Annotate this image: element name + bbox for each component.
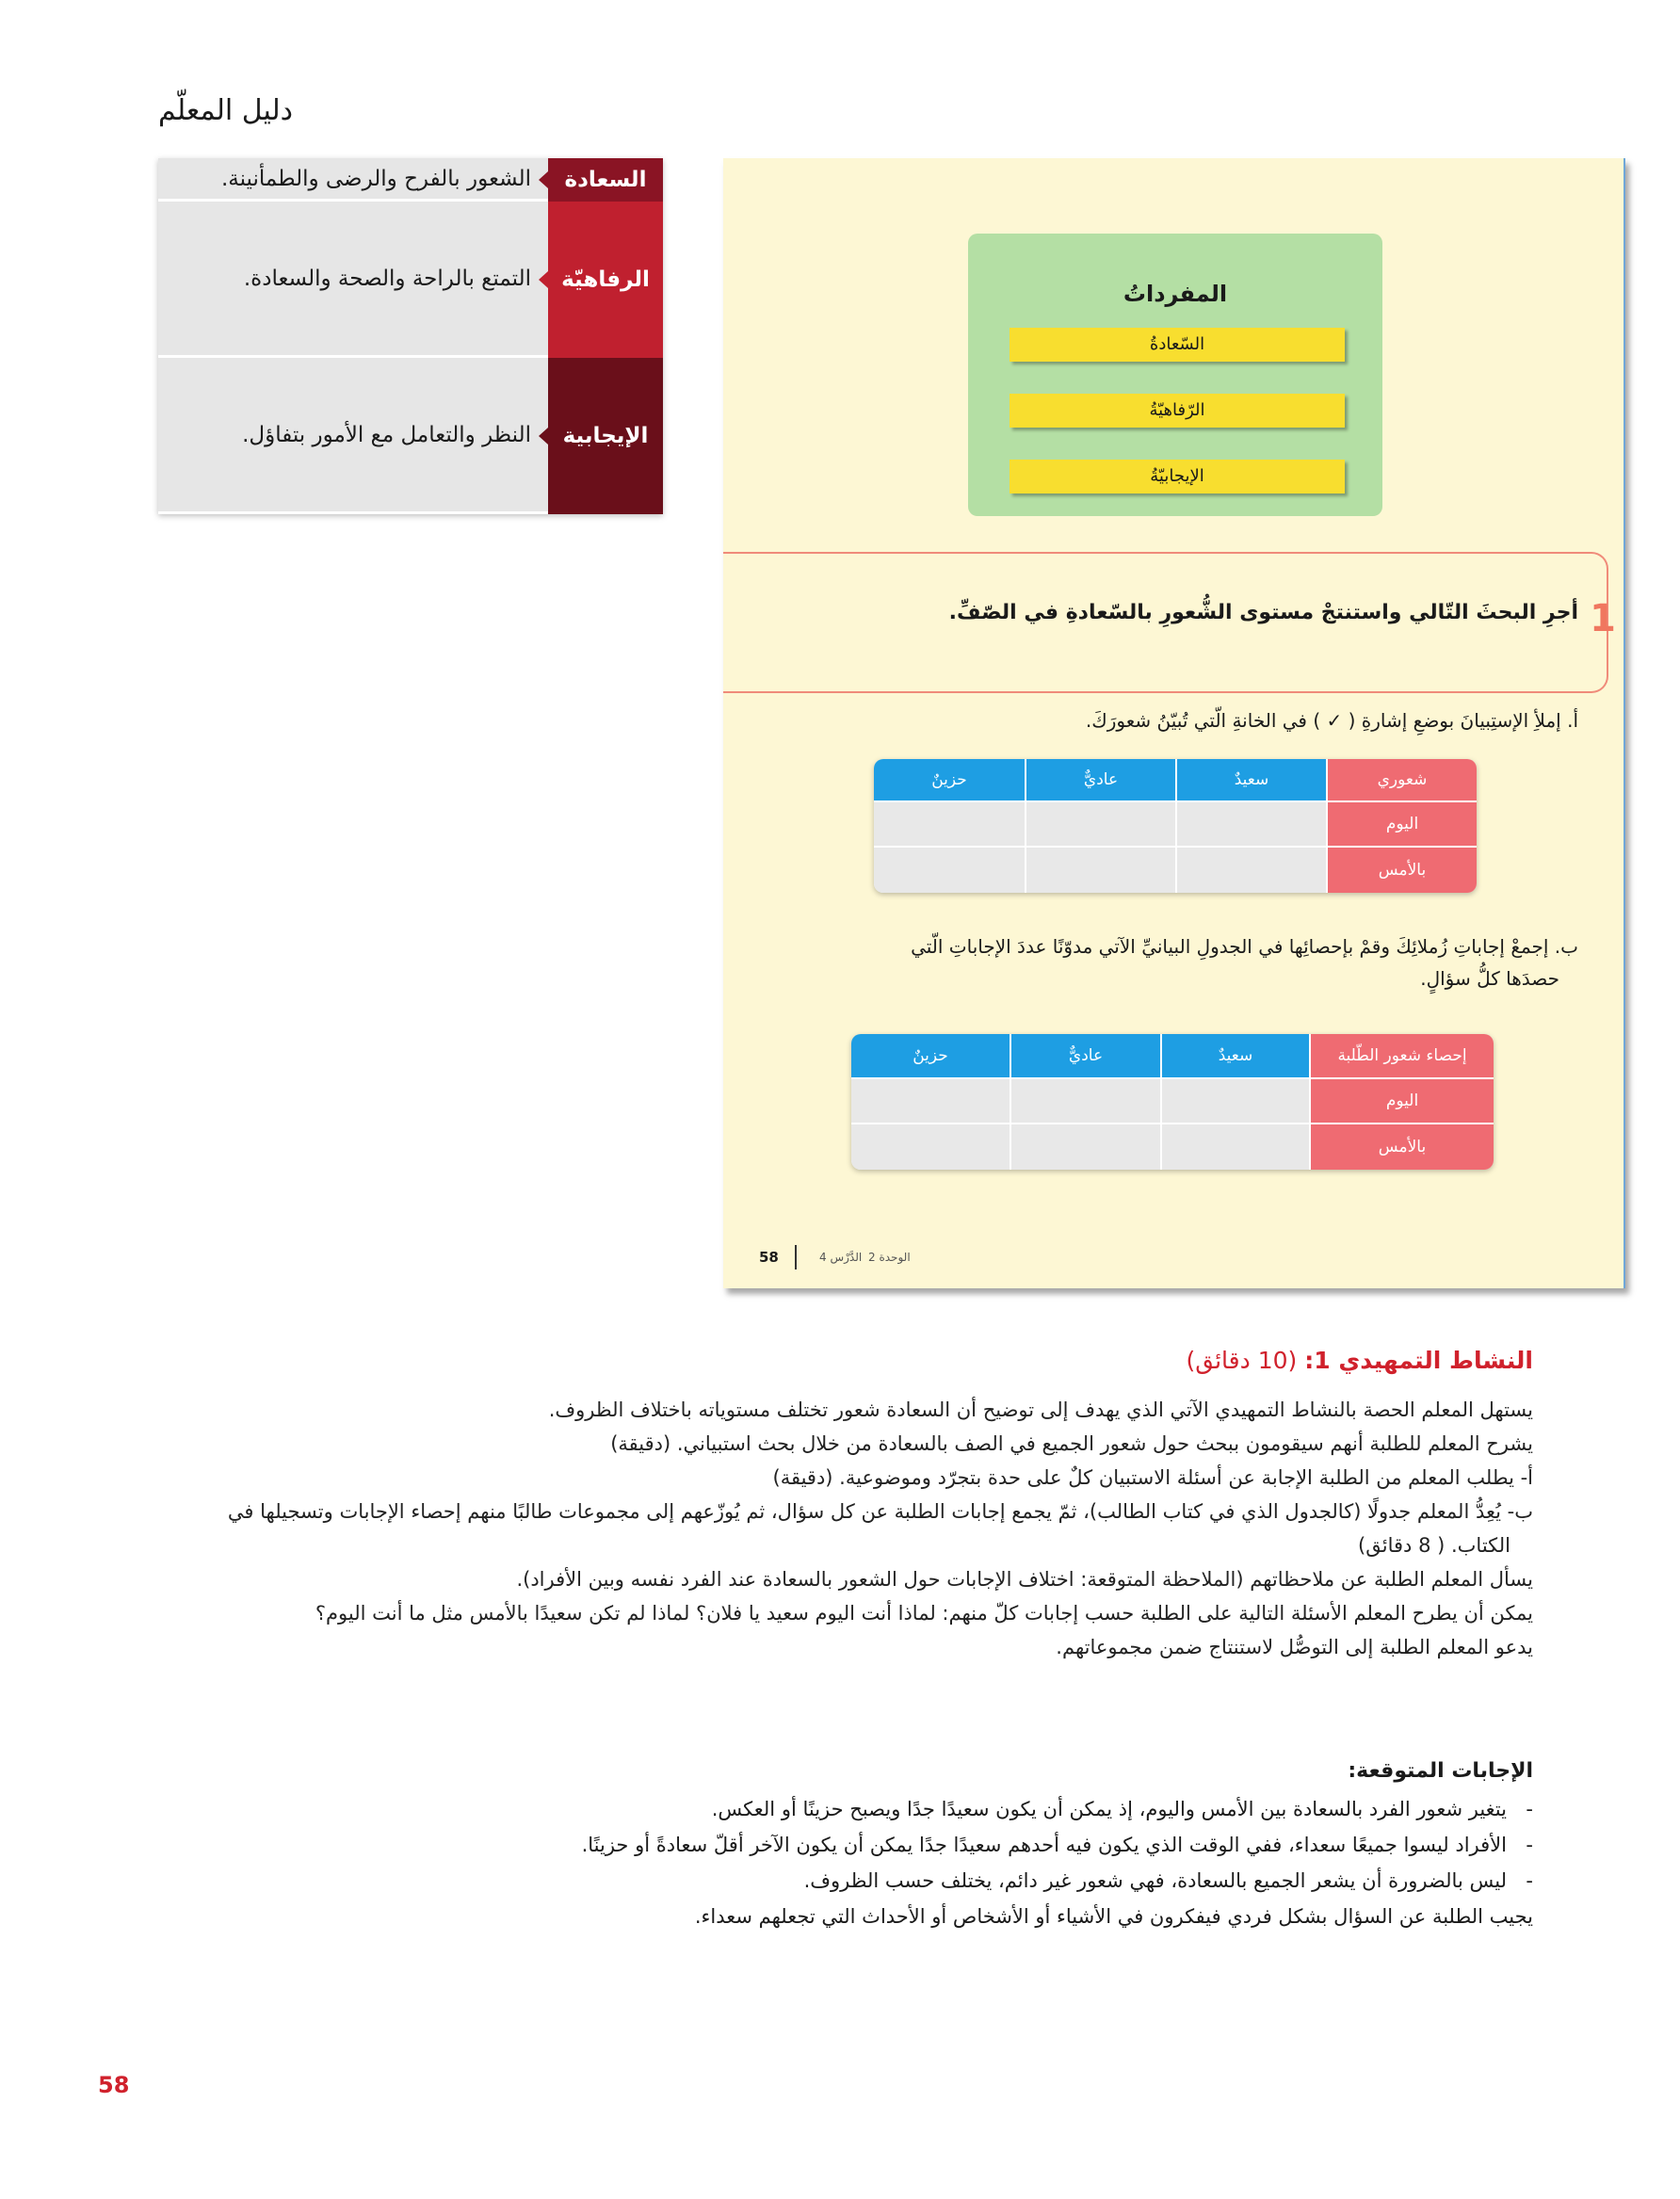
definition-term: السعادة — [548, 158, 663, 202]
footer-divider — [795, 1245, 797, 1269]
bullet-dash: - — [1526, 1798, 1533, 1820]
definition-text: النظر والتعامل مع الأمور بتفاؤل. — [158, 358, 548, 514]
column-header: حزينٌ — [851, 1034, 1010, 1077]
table-corner: إحصاء شعور الطّلبة — [1311, 1034, 1494, 1077]
expected-answer-item: -الأفراد ليسوا جميعًا سعداء، ففي الوقت الذي يكون فيه أحدهم سعيدًا جدًا يمكن أن يكون الآخر أقلّ سعادةً أو حزينًا. — [582, 1829, 1533, 1861]
empty-cell[interactable] — [874, 802, 1025, 846]
column-header: سعيدٌ — [1177, 759, 1326, 800]
empty-cell[interactable] — [1026, 848, 1175, 893]
definition-row — [158, 158, 663, 202]
activity-line: يدعو المعلم الطلبة إلى التوصُّل لاستنتاج ضمن مجموعاتهم. — [1056, 1636, 1533, 1658]
footer-unit: الوحدة 2 — [868, 1251, 911, 1264]
guide-title: دليل المعلّم — [158, 94, 293, 127]
vocabulary-item: الرّفاهيّةُ — [1010, 394, 1345, 428]
row-header: بالأمس — [1328, 848, 1477, 893]
empty-cell[interactable] — [1011, 1124, 1160, 1170]
row-header: اليوم — [1311, 1079, 1494, 1123]
empty-cell[interactable] — [1162, 1124, 1309, 1170]
empty-cell[interactable] — [851, 1124, 1010, 1170]
statistics-table — [851, 1034, 1494, 1170]
expected-answer-item: -يتغير شعور الفرد بالسعادة بين الأمس واليوم، إذ يمكن أن يكون سعيدًا جدًا ويصبح حزينًا أو العكس. — [712, 1793, 1533, 1825]
definition-term: الرفاهيّة — [548, 202, 663, 358]
activity-line: الكتاب. ( 8 دقائق) — [1358, 1534, 1510, 1557]
empty-cell[interactable] — [1011, 1079, 1160, 1123]
column-header: عاديٌّ — [1011, 1034, 1160, 1077]
definitions-table — [158, 158, 663, 514]
vocabulary-box — [968, 234, 1382, 516]
bullet-dash: - — [1526, 1834, 1533, 1856]
expected-answers-title: الإجابات المتوقعة: — [1348, 1759, 1533, 1783]
pointer-arrow-icon — [539, 171, 548, 188]
instruction-a: أ. إملأِ الإستِبيانَ بوضعِ إشارةِ ( ✓ ) في الخانةِ الّتي تُبيّنُ شعورَكَ. — [1085, 709, 1578, 732]
question-number: 1 — [1590, 597, 1616, 640]
activity-line: أ- يطلب المعلم من الطلبة الإجابة عن أسئلة الاستبيان كلٌ على حدة بتجرّد وموضوعية. (دقيقة) — [772, 1466, 1533, 1489]
activity-line: يسأل المعلم الطلبة عن ملاحظاتهم (الملاحظة المتوقعة: اختلاف الإجابات حول الشعور بالسعادة عند الفرد نفسه وبين الأفراد). — [516, 1568, 1533, 1591]
pointer-arrow-icon — [539, 428, 548, 445]
empty-cell[interactable] — [1177, 802, 1326, 846]
vocabulary-title: المفرداتُ — [1123, 281, 1228, 307]
expected-answer-item: -ليس بالضرورة أن يشعر الجميع بالسعادة، فهي شعور غير دائم، يختلف حسب الظروف. — [804, 1865, 1533, 1897]
vocabulary-item: الإيجابيّةُ — [1010, 460, 1345, 493]
empty-cell[interactable] — [1026, 802, 1175, 846]
column-header: سعيدٌ — [1162, 1034, 1309, 1077]
definition-text: التمتع بالراحة والصحة والسعادة. — [158, 202, 548, 358]
row-header: اليوم — [1328, 802, 1477, 846]
empty-cell[interactable] — [851, 1079, 1010, 1123]
row-header: بالأمس — [1311, 1124, 1494, 1170]
definition-row — [158, 358, 663, 514]
empty-cell[interactable] — [1177, 848, 1326, 893]
page-number: 58 — [98, 2072, 130, 2098]
footer-lesson: الدَّرْس 4 — [819, 1251, 863, 1264]
definition-term: الإيجابية — [548, 358, 663, 514]
column-header: عاديٌّ — [1026, 759, 1175, 800]
column-header: حزينٌ — [874, 759, 1025, 800]
pointer-arrow-icon — [539, 271, 548, 288]
vocabulary-item: السّعادةُ — [1010, 328, 1345, 362]
empty-cell[interactable] — [1162, 1079, 1309, 1123]
question-text: أجرِ البحثَ التّالي واستنتجْ مستوى الشُّعورِ بالسّعادةِ في الصّفِّ. — [948, 601, 1578, 624]
definition-text: الشعور بالفرح والرضى والطمأنينة. — [158, 158, 548, 202]
survey-table — [874, 759, 1477, 893]
activity-line: ب- يُعِدُّ المعلم جدولًا (كالجدول الذي في كتاب الطالب)، ثمّ يجمع إجابات الطلبة عن كل سؤال، ثم يُوزّعهم إلى مجموعات طالبًا منهم إحصاء الإجابات وتسجيلها في — [227, 1500, 1533, 1523]
activity-title: النشاط التمهيدي 1: (10 دقائق) — [1186, 1347, 1533, 1374]
activity-line: يمكن أن يطرح المعلم الأسئلة التالية على الطلبة حسب إجابات كلّ منهم: لماذا أنت اليوم سعيد يا فلان؟ لماذا لم تكن سعيدًا بالأمس مثل ما أنت اليوم؟ — [315, 1602, 1533, 1625]
student-book-page — [723, 158, 1625, 1288]
bullet-dash: - — [1526, 1869, 1533, 1892]
table-corner: شعوري — [1328, 759, 1477, 800]
instruction-b — [911, 930, 1578, 994]
footer-page-number: 58 — [759, 1249, 779, 1266]
activity-line: يستهل المعلم الحصة بالنشاط التمهيدي الآتي الذي يهدف إلى توضيح أن السعادة شعور تختلف مستوياته باختلاف الظروف. — [548, 1399, 1533, 1421]
instruction-b-line: حصدَها كلُّ سؤالٍ. — [1420, 967, 1559, 990]
expected-closing: يجيب الطلبة عن السؤال بشكل فردي فيفكرون في الأشياء أو الأشخاص أو الأحداث التي تجعلهم سعداء. — [694, 1905, 1533, 1928]
activity-line: يشرح المعلم للطلبة أنهم سيقومون ببحث حول شعور الجميع في الصف بالسعادة من خلال بحث استبياني. (دقيقة) — [610, 1432, 1533, 1455]
instruction-b-line: ب. إجمعْ إجاباتِ زُملائِكَ وقمْ بإحصائِها في الجدولِ البيانيِّ الآتي مدوّنًا عددَ الإجاباتِ الّتي — [911, 935, 1578, 958]
definition-row — [158, 202, 663, 358]
empty-cell[interactable] — [874, 848, 1025, 893]
